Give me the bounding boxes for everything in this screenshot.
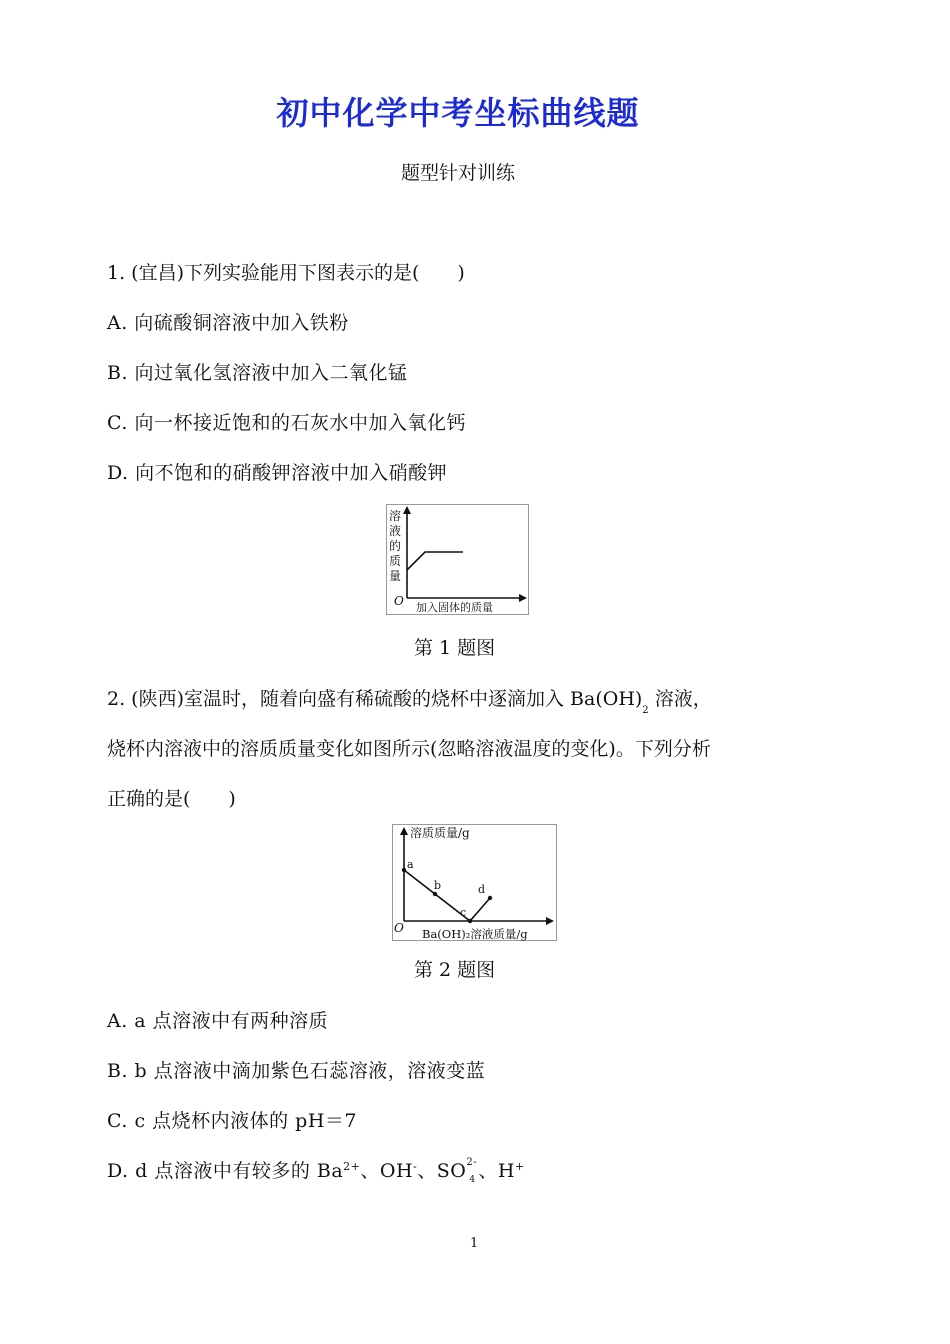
- q1-ylabel-char-3: 的: [389, 539, 402, 553]
- q2-stem-text-b: 溶液，: [648, 688, 712, 710]
- q1-xlabel: 加入固体的质量: [416, 601, 493, 614]
- q2-option-c: C. c 点烧杯内液体的 pH＝7: [107, 1110, 357, 1132]
- q2-caption: 第 2 题图: [414, 959, 496, 981]
- q2-option-d-h-charge: +: [514, 1160, 525, 1173]
- q1-ylabel-char-1: 溶: [389, 509, 402, 523]
- q1-option-a: A. 向硫酸铜溶液中加入铁粉: [107, 312, 349, 334]
- q2-stem-text-a: 2. (陕西)室温时，随着向盛有稀硫酸的烧杯中逐滴加入 Ba(OH): [107, 688, 643, 710]
- q2-option-d-so4-charge: 2-: [466, 1157, 478, 1168]
- q2-option-d-ba-charge: 2+: [343, 1160, 361, 1173]
- q2-ylabel: 溶质质量/g: [410, 826, 470, 840]
- page-subtitle: 题型针对训练: [400, 162, 515, 184]
- q1-option-b: B. 向过氧化氢溶液中加入二氧化锰: [107, 362, 408, 384]
- q2-origin-label: O: [394, 921, 404, 935]
- q2-point-c: [468, 919, 472, 923]
- q2-option-d-so4-scripts: [466, 1157, 478, 1185]
- q2-option-a: A. a 点溶液中有两种溶质: [107, 1010, 329, 1032]
- q2-point-c-label: c: [460, 906, 467, 919]
- q2-point-d: [488, 896, 492, 900]
- q2-option-d: [107, 1156, 525, 1183]
- q1-ylabel-char-4: 质: [389, 554, 402, 568]
- q1-stem: 1. (宜昌)下列实验能用下图表示的是( ): [107, 262, 465, 284]
- q2-figure: [392, 824, 558, 942]
- q2-point-a-label: a: [407, 858, 414, 871]
- q1-figure: [386, 504, 530, 616]
- page-title: 初中化学中考坐标曲线题: [276, 94, 640, 132]
- q1-ylabel-char-5: 量: [389, 569, 402, 583]
- q2-point-b: [433, 892, 437, 896]
- q1-option-d: D. 向不饱和的硝酸钾溶液中加入硝酸钾: [107, 462, 448, 484]
- q2-option-d-so: 、SO: [417, 1160, 467, 1182]
- q2-option-d-h: 、H: [478, 1160, 515, 1182]
- q2-stem-line3: 正确的是( ): [107, 788, 236, 810]
- q2-option-b: B. b 点溶液中滴加紫色石蕊溶液，溶液变蓝: [107, 1060, 486, 1082]
- q2-stem-line1: [107, 684, 712, 716]
- q2-point-a: [402, 868, 406, 872]
- q1-origin-label: O: [394, 594, 404, 608]
- q1-option-c: C. 向一杯接近饱和的石灰水中加入氧化钙: [107, 412, 466, 434]
- q2-option-d-oh: 、OH: [360, 1160, 414, 1182]
- q2-option-d-text: D. d 点溶液中有较多的 Ba: [107, 1160, 344, 1182]
- q2-stem-line2: 烧杯内溶液中的溶质质量变化如图所示(忽略溶液温度的变化)。下列分析: [107, 738, 711, 760]
- q2-point-b-label: b: [434, 879, 442, 892]
- q2-stem-subscript: 2: [642, 705, 649, 716]
- q2-point-d-label: d: [478, 883, 486, 896]
- q2-option-d-oh-charge: -: [413, 1160, 418, 1173]
- q2-xlabel: Ba(OH)₂溶液质量/g: [422, 927, 528, 941]
- page-number: 1: [470, 1236, 479, 1251]
- q1-caption: 第 1 题图: [414, 637, 496, 659]
- q2-option-d-so4-subscript: 4: [469, 1175, 476, 1185]
- q1-ylabel-char-2: 液: [389, 524, 402, 538]
